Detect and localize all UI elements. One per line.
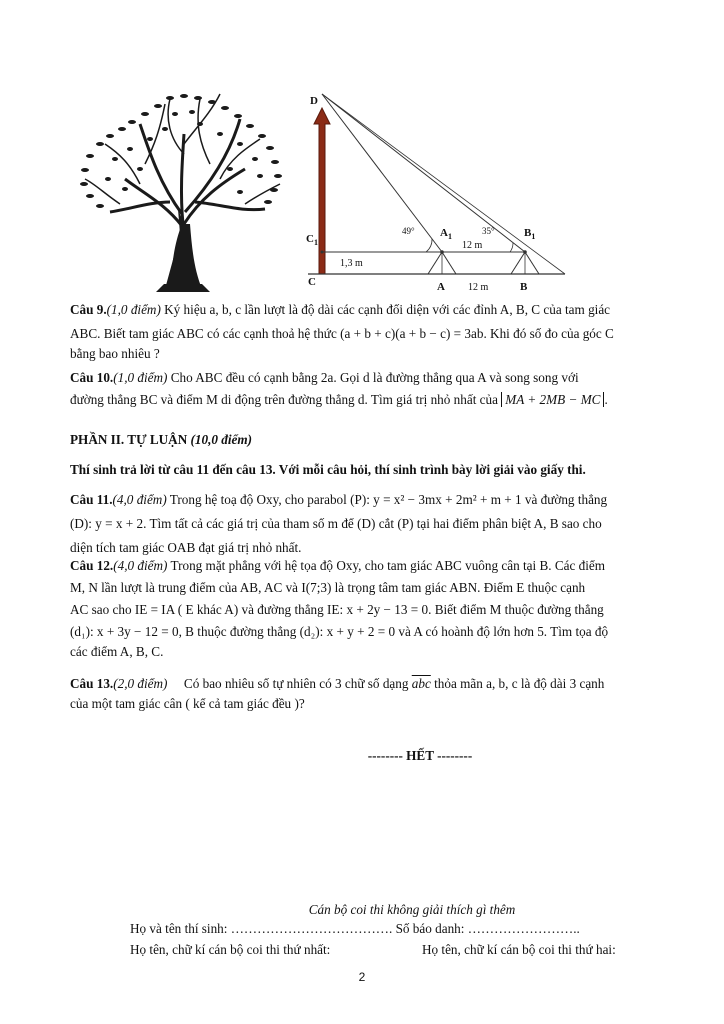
label-height-1-3m: 1,3 m	[340, 258, 363, 269]
question-12-line2: M, N lần lượt là trung điểm của AB, AC và I(7;3) là trọng tâm tam giác ABN. Điểm E thuộc cạnh	[70, 580, 586, 595]
question-13-line1a: Có bao nhiêu số tự nhiên có 3 chữ số dạng	[183, 676, 409, 691]
problem-figure	[70, 84, 570, 296]
question-11-points: (4,0 điểm)	[112, 492, 167, 507]
question-10-line2: đường thẳng BC và điểm M di động trên đường thẳng d. Tìm giá trị nhỏ nhất của	[70, 392, 498, 407]
question-12-line3: AC sao cho IE = IA ( E khác A) và đường thẳng IE: x + 2y − 13 = 0. Biết điểm M thuộc đường thẳng	[70, 602, 604, 617]
question-11-line2: (D): y = x + 2. Tìm tất cả các giá trị của tham số m để (D) cắt (P) tại hai điểm phân biệt A, B sao cho	[70, 516, 602, 531]
question-10-label: Câu 10.	[70, 370, 114, 385]
question-11	[70, 490, 690, 558]
question-9-label: Câu 9.	[70, 302, 107, 317]
label-angle-35: 35°	[482, 226, 495, 236]
candidate-name-line: Họ và tên thí sinh: ………………………………. Số báo danh: ……………………..	[130, 921, 580, 936]
tree-illustration	[80, 94, 282, 292]
label-B1: $B_1$	[524, 227, 536, 241]
question-9-line3: bằng bao nhiêu ?	[70, 346, 160, 361]
end-marker: -------- HẾT --------	[367, 748, 473, 763]
label-B: B	[520, 281, 528, 293]
tree-and-pole-diagram	[70, 84, 570, 296]
label-C1: $C_1$	[306, 233, 318, 247]
part-2-header	[70, 430, 690, 480]
label-A: A	[437, 281, 445, 293]
question-11-line3: diện tích tam giác OAB đạt giá trị nhỏ nhất.	[70, 540, 302, 555]
label-C: C	[308, 276, 316, 288]
question-10-line1: Cho ABC đều có cạnh bằng 2a. Gọi d là đường thẳng qua A và song song với	[170, 370, 579, 385]
question-9-line1: Ký hiệu a, b, c lần lượt là độ dài các cạnh đối diện với các đỉnh A, B, C của tam giác	[164, 302, 611, 317]
page-number: 2	[358, 970, 366, 984]
question-9-line2: ABC. Biết tam giác ABC có các cạnh thoả hệ thức (a + b + c)(a + b − c) = 3ab. Khi đó số đo của góc C	[70, 326, 614, 341]
question-13-line1b: thỏa mãn a, b, c là độ dài 3 cạnh	[434, 676, 605, 691]
question-12	[70, 556, 690, 662]
proctor-1-signature: Họ tên, chữ kí cán bộ coi thi thứ nhất:	[130, 942, 331, 957]
question-9	[70, 300, 690, 364]
question-13-line2: của một tam giác cân ( kể cả tam giác đều )?	[70, 696, 305, 711]
part-2-title: PHẦN II. TỰ LUẬN	[70, 432, 188, 447]
question-11-label: Câu 11.	[70, 492, 113, 507]
question-12-line1: Trong mặt phẳng với hệ tọa độ Oxy, cho tam giác ABC vuông cân tại B. Các điểm	[170, 558, 606, 573]
question-12-line5: các điểm A, B, C.	[70, 644, 164, 659]
label-A1: $A_1$	[440, 227, 452, 241]
pole-arrow	[314, 108, 330, 274]
question-12-points: (4,0 điểm)	[113, 558, 168, 573]
question-10-expression: MA + 2MB − MC	[505, 392, 601, 407]
question-10-points: (1,0 điểm)	[113, 370, 168, 385]
question-12-label: Câu 12.	[70, 558, 114, 573]
part-2-instruction: Thí sinh trả lời từ câu 11 đến câu 13. Với mỗi câu hỏi, thí sinh trình bày lời giải vào giấy thi.	[70, 462, 586, 477]
pole-diagram	[306, 94, 565, 293]
question-13-label: Câu 13.	[70, 676, 114, 691]
proctor-2-signature: Họ tên, chữ kí cán bộ coi thi thứ hai:	[422, 942, 616, 957]
question-13	[70, 674, 690, 714]
label-D: D	[310, 95, 318, 107]
label-angle-49: 49°	[402, 226, 415, 236]
footer-note: Cán bộ coi thi không giải thích gì thêm	[308, 902, 516, 917]
question-9-points: (1,0 điểm)	[106, 302, 161, 317]
question-13-points: (2,0 điểm)	[113, 676, 168, 691]
question-13-abc: $\overline{abc}$	[411, 676, 431, 691]
label-distance-12m-top: 12 m	[462, 240, 483, 251]
question-10: Câu 10.(1,0 điểm) Cho ABC đều có cạnh bằng 2a. Gọi d là đường thẳng qua A và song song với đường thẳng BC và điểm M di động trên đường thẳng d. Tìm giá trị nhỏ nhất của MA + 2MB − MC .	[70, 370, 608, 407]
part-2-points: (10,0 điểm)	[190, 432, 253, 447]
question-12-line4: (d₁): x + 3y − 12 = 0, B thuộc đường thẳng (d₂): x + y + 2 = 0 và A có hoành độ lớn hơn 5. Tìm tọa độ	[70, 624, 609, 639]
label-distance-12m-bottom: 12 m	[468, 282, 489, 293]
question-11-line1: Trong hệ toạ độ Oxy, cho parabol (P): y = x² − 3mx + 2m² + m + 1 và đường thẳng	[169, 492, 608, 507]
